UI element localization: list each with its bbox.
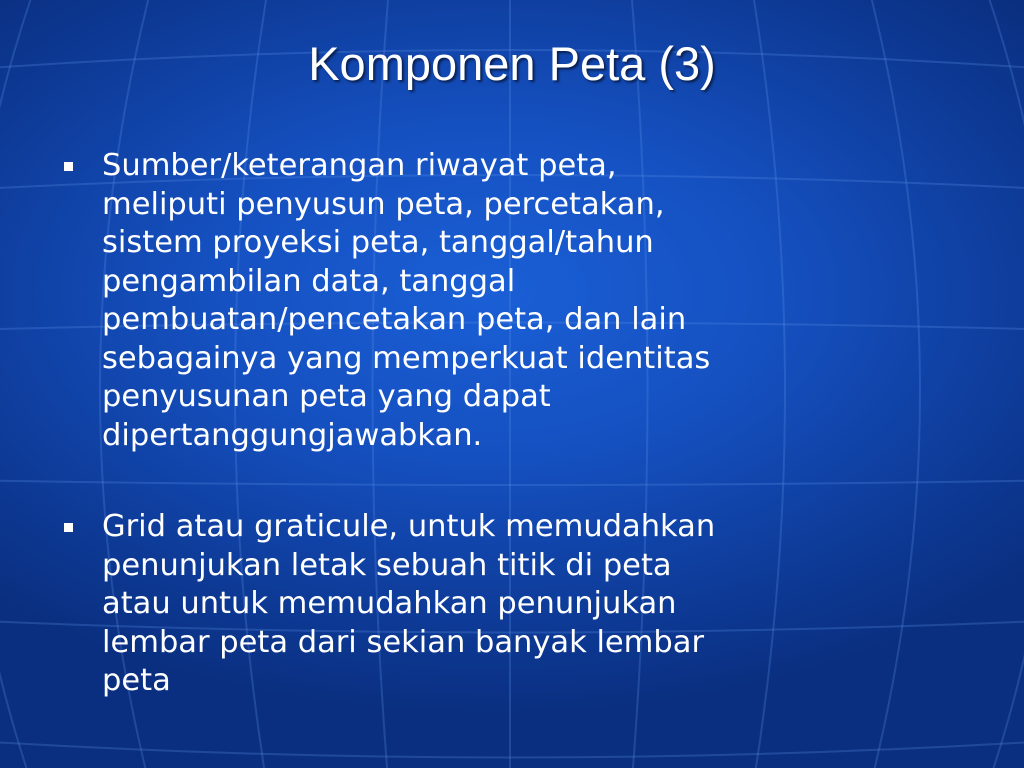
square-bullet-icon xyxy=(64,162,73,171)
bullet-text: Grid atau graticule, untuk memudahkan penunjukan letak sebuah titik di peta atau untuk memudahkan penunjukan lembar peta dari sekian banyak lembar peta xyxy=(102,509,716,698)
bullet-text: Sumber/keterangan riwayat peta, meliputi penyusun peta, percetakan, sistem proyeksi peta, tanggal/tahun pengambilan data, tanggal pembuatan/pencetakan peta, dan lain sebagainya yang memperkuat identitas penyusunan peta yang dapat dipertanggungjawabkan. xyxy=(102,148,711,453)
list-item xyxy=(60,508,940,701)
square-bullet-icon xyxy=(64,523,73,532)
list-item xyxy=(60,147,940,455)
bullet-list xyxy=(60,147,940,701)
slide-title: Komponen Peta (3) xyxy=(308,37,716,90)
